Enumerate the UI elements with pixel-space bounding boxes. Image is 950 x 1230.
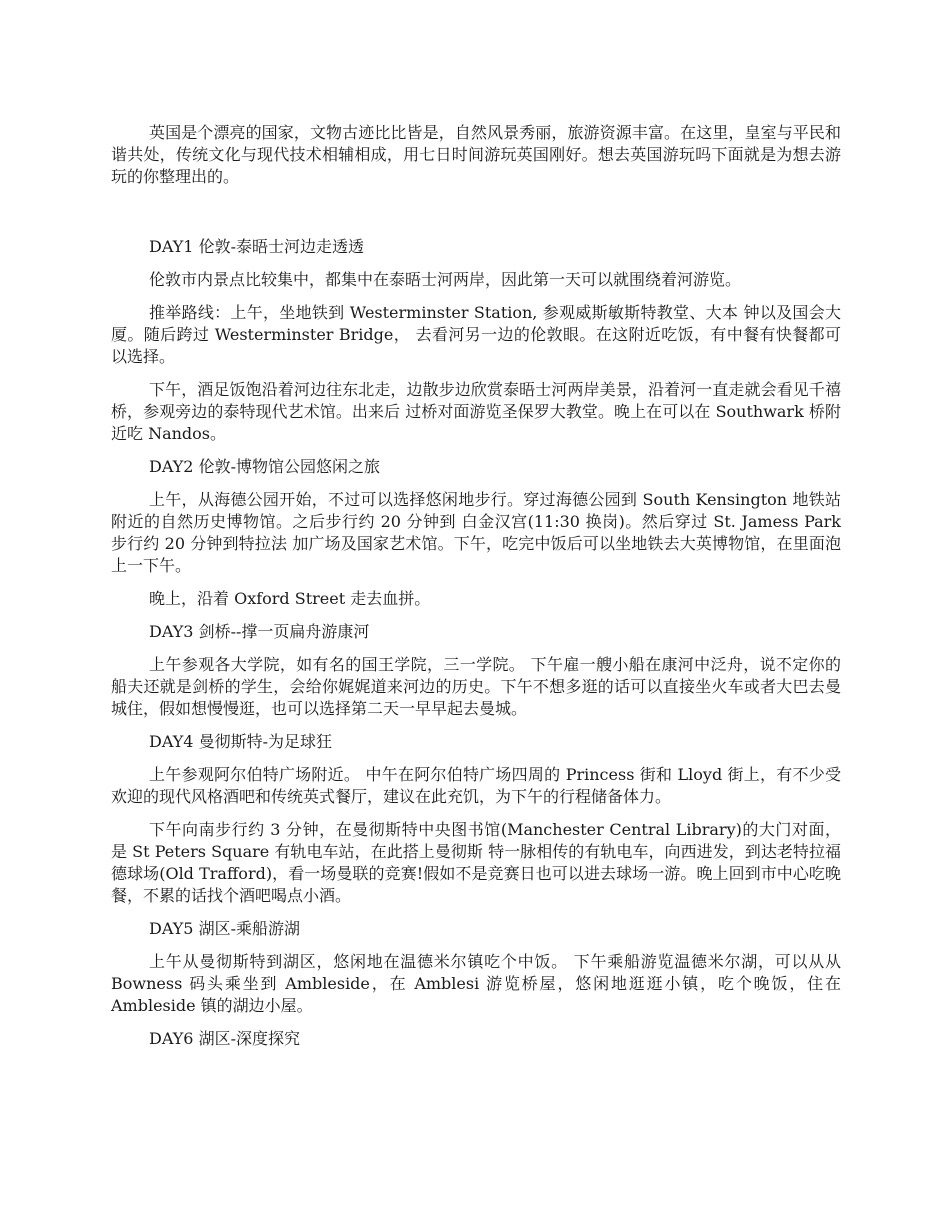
day4-heading: DAY4 曼彻斯特-为足球狂 [149,732,332,751]
day3-paragraph-1: 上午参观各大学院，如有名的国王学院，三一学院。 下午雇一艘小船在康河中泛舟，说不定你的船夫还就是剑桥的学生，会给你娓娓道来河边的历史。下午不想多逛的话可以直接坐火车或者大巴去曼城住，假如想慢慢逛，也可以选择第二天一早早起去曼城。 [111,655,841,718]
intro-paragraph: 英国是个漂亮的国家，文物古迹比比皆是，自然风景秀丽，旅游资源丰富。在这里，皇室与平民和谐共处，传统文化与现代技术相辅相成，用七日时间游玩英国刚好。想去英国游玩吗下面就是为想去游玩的你整理出的。 [111,123,841,186]
day6-heading: DAY6 湖区-深度探究 [149,1029,300,1048]
day1-heading: DAY1 伦敦-泰晤士河边走透透 [149,237,364,256]
day2-paragraph-1: 上午，从海德公园开始，不过可以选择悠闲地步行。穿过海德公园到 South Kensington 地铁站附近的自然历史博物馆。之后步行约 20 分钟到 白金汉宫(11:30 换岗)。然后穿过 St. Jamess Park 步行约 20 分钟到特拉法 加广场及国家艺术馆。下午，吃完中饭后可以坐地铁去大英博物馆，在里面泡上一下午。 [111,490,841,575]
day1-paragraph-1: 伦敦市内景点比较集中，都集中在泰晤士河两岸，因此第一天可以就围绕着河游览。 [149,270,742,289]
day4-paragraph-1: 上午参观阿尔伯特广场附近。 中午在阿尔伯特广场四周的 Princess 街和 Lloyd 街上，有不少受欢迎的现代风格酒吧和传统英式餐厅，建议在此充饥，为下午的行程储备体力。 [111,765,841,806]
day3-heading: DAY3 剑桥--撑一页扁舟游康河 [149,622,370,641]
day1-paragraph-2: 推举路线：上午，坐地铁到 Westerminster Station, 参观威斯敏斯特教堂、大本 钟以及国会大厦。随后跨过 Westerminster Bridge， 去看河另一边的伦敦眼。在这附近吃饭，有中餐有快餐都可以选择。 [111,303,841,366]
day1-paragraph-3: 下午，酒足饭饱沿着河边往东北走，边散步边欣赏泰晤士河两岸美景，沿着河一直走就会看见千禧桥，参观旁边的泰特现代艺术馆。出来后 过桥对面游览圣保罗大教堂。晚上在可以在 Southwark 桥附近吃 Nandos。 [111,380,841,443]
day5-paragraph-1: 上午从曼彻斯特到湖区，悠闲地在温德米尔镇吃个中饭。 下午乘船游览温德米尔湖，可以从从 Bowness 码头乘坐到 Ambleside，在 Amblesi 游览桥屋，悠闲地逛逛小镇，吃个晚饭，住在 Ambleside 镇的湖边小屋。 [111,952,841,1015]
day4-paragraph-2: 下午向南步行约 3 分钟，在曼彻斯特中央图书馆(Manchester Central Library)的大门对面，是 St Peters Square 有轨电车站，在此搭上曼彻斯 特一脉相传的有轨电车，向西进发，到达老特拉福德球场(Old Trafford)，看一场曼联的竞赛!假如不是竞赛日也可以进去球场一游。晚上回到市中心吃晚餐，不累的话找个酒吧喝点小酒。 [111,820,841,905]
day2-heading: DAY2 伦敦-博物馆公园悠闲之旅 [149,457,380,476]
day5-heading: DAY5 湖区-乘船游湖 [149,919,300,938]
document-body [111,122,841,1061]
day2-paragraph-2: 晚上，沿着 Oxford Street 走去血拼。 [149,589,431,608]
